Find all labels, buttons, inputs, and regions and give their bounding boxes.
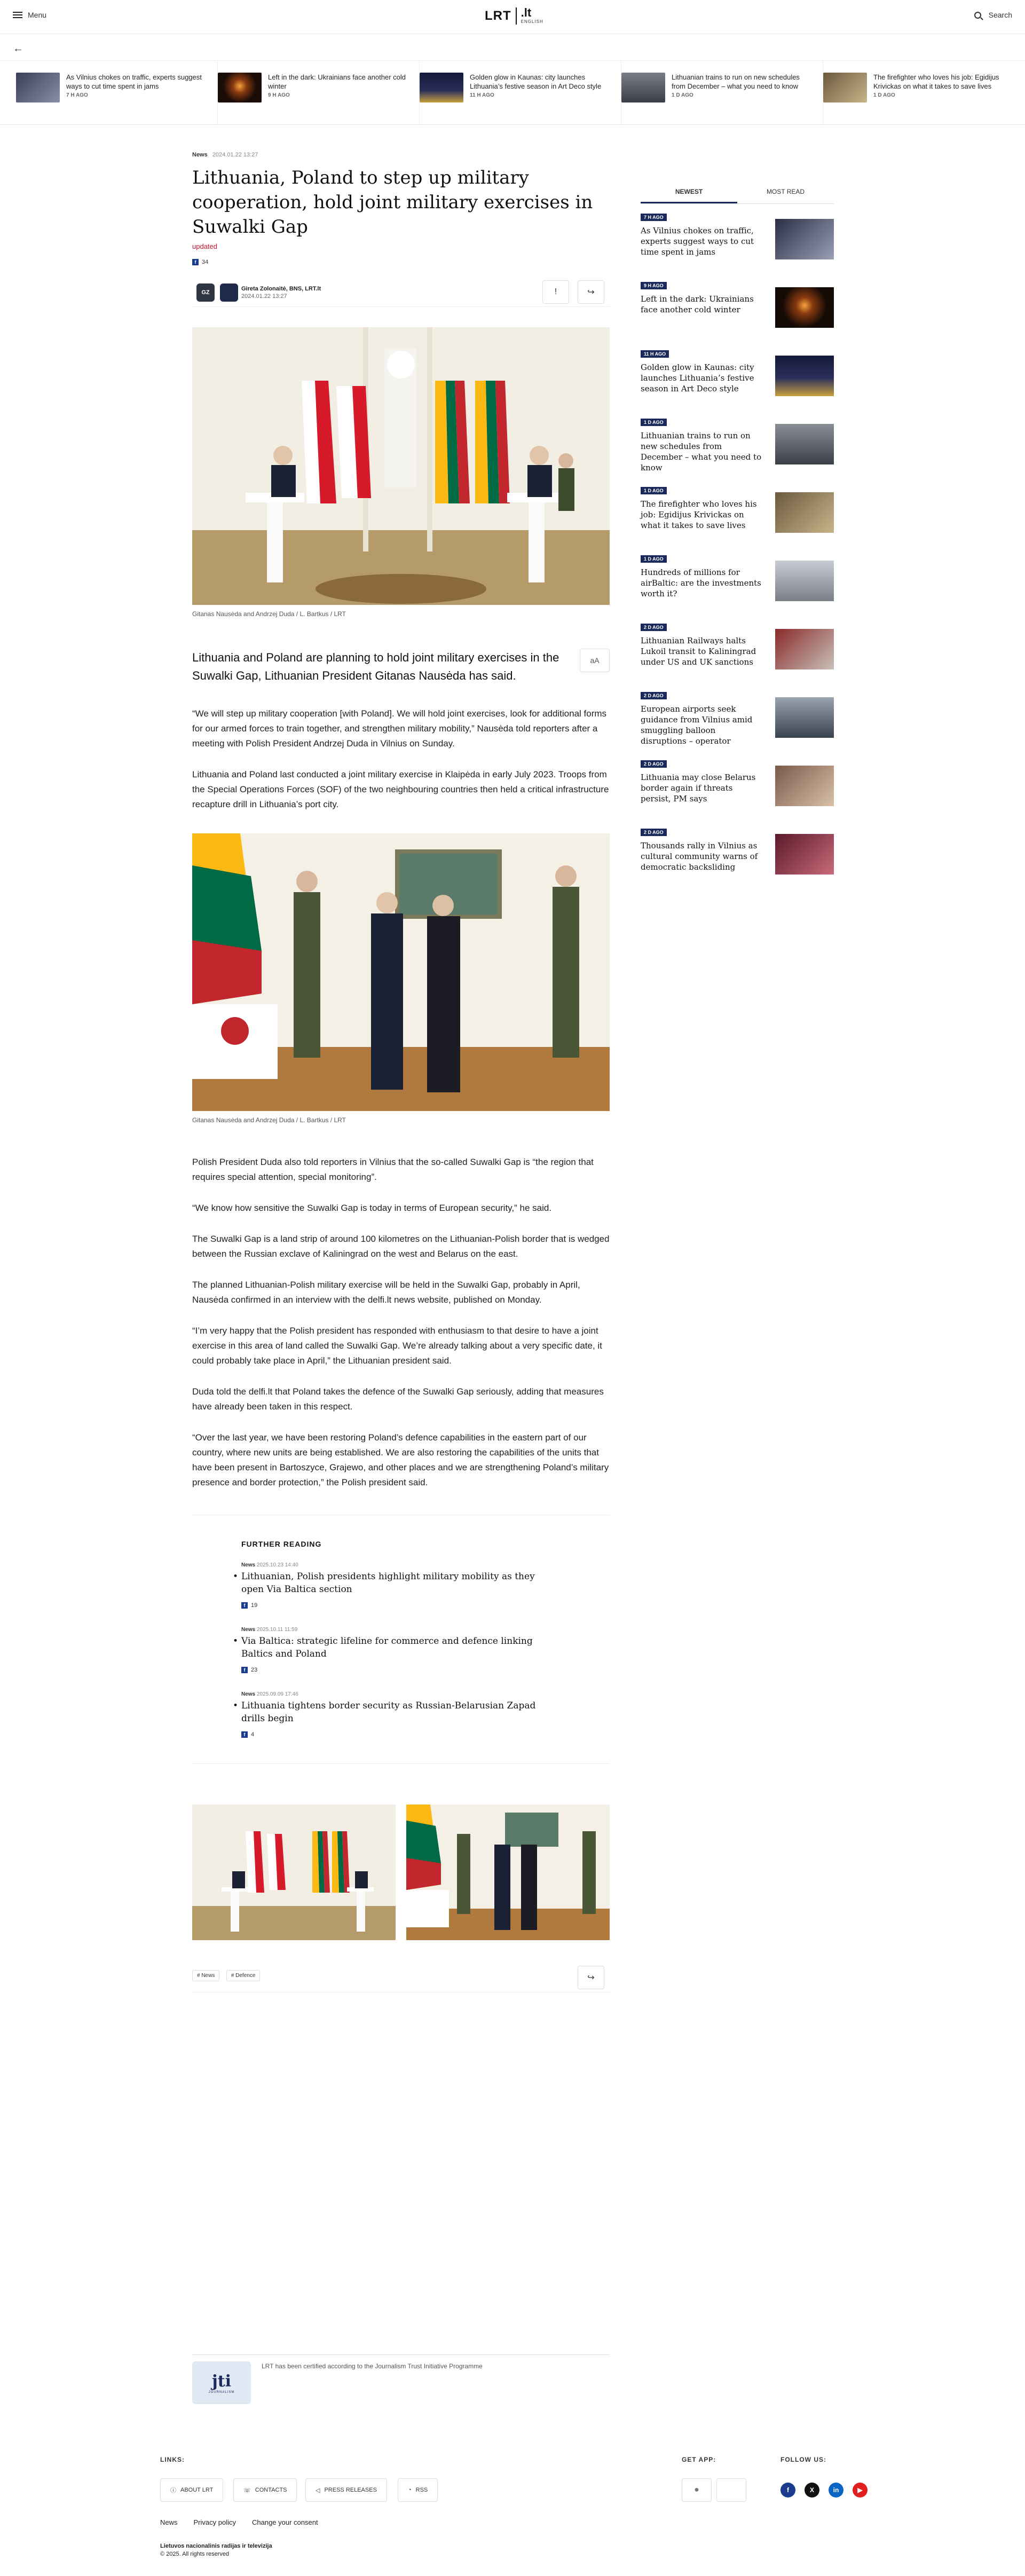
- news-time-badge: 2 D AGO: [641, 692, 667, 699]
- news-thumbnail[interactable]: [775, 356, 834, 396]
- menu-label: Menu: [28, 11, 47, 19]
- ticker-thumbnail: [420, 73, 463, 103]
- news-time-badge: 2 D AGO: [641, 760, 667, 768]
- tag-defence[interactable]: # Defence: [226, 1970, 261, 1981]
- ticker-time: 7 H AGO: [66, 92, 88, 98]
- article-title: Lithuania, Poland to step up military cooperation, hold joint military exercises in Suwalki Gap: [192, 167, 593, 238]
- tab-most-read[interactable]: MOST READ: [766, 188, 805, 195]
- news-time-badge: 2 D AGO: [641, 829, 667, 836]
- article-photo[interactable]: [192, 327, 610, 605]
- news-time-badge: 1 D AGO: [641, 555, 667, 563]
- copyright: [160, 2542, 272, 2558]
- tag-news[interactable]: # News: [192, 1970, 219, 1981]
- news-title[interactable]: Golden glow in Kaunas: city launches Lithuania’s festive season in Art Deco style: [641, 363, 754, 393]
- press-label: PRESS RELEASES: [324, 2487, 377, 2493]
- article-date: 2024.01.22 13:27: [212, 152, 258, 158]
- jti-logo-text: jti: [211, 2372, 232, 2391]
- facebook-count: 23: [251, 1667, 258, 1673]
- article: [192, 152, 610, 1992]
- sidebar-news-item[interactable]: [641, 819, 834, 887]
- article-paragraph: Lithuania and Poland last conducted a joint military exercise in Klaipėda in early July 2023. Troops from the Special Operations Forces (SOF) of the two neighbouring countries then held a critical infrastructure recapture drill in Lithuania’s port city.: [192, 769, 609, 809]
- gallery-photo[interactable]: [406, 1805, 610, 1940]
- further-reading: [192, 1515, 610, 1764]
- article-category[interactable]: News: [192, 152, 208, 158]
- news-time-badge: 1 D AGO: [641, 487, 667, 494]
- further-reading-heading: FURTHER READING: [241, 1540, 322, 1548]
- article-paragraph: The Suwalki Gap is a land strip of around 100 kilometres on the Lithuanian-Polish border that is wedged between the Russian exclave of Kaliningrad on the west and Belarus on the east.: [192, 1234, 610, 1259]
- article-paragraph: Polish President Duda also told reporters in Vilnius that the so-called Suwalki Gap is “the region that requires special attention, special monitoring”.: [192, 1157, 594, 1182]
- news-time-badge: 7 H AGO: [641, 214, 667, 221]
- sidebar-news-item[interactable]: [641, 272, 834, 341]
- about-label: ABOUT LRT: [180, 2487, 214, 2493]
- copyright-text: © 2025. All rights reserved: [160, 2551, 230, 2557]
- rss-icon: ◔: [408, 2487, 412, 2493]
- back-bar: [0, 34, 1025, 61]
- jti-text: LRT has been certified according to the Journalism Trust Initiative Programme: [262, 2362, 483, 2370]
- sidebar-tabs: [641, 178, 834, 204]
- ticker-title: Left in the dark: Ukrainians face another cold winter: [268, 73, 406, 90]
- ios-app-button[interactable]: [716, 2478, 746, 2502]
- sidebar-news-item[interactable]: [641, 614, 834, 682]
- top-bar: [0, 0, 1025, 34]
- sidebar-news-item[interactable]: [641, 682, 834, 751]
- facebook-icon: f: [192, 259, 199, 265]
- news-title[interactable]: European airports seek guidance from Vilnius amid smuggling balloon disruptions – operator: [641, 704, 753, 746]
- gallery-photo-guards: [406, 1805, 610, 1940]
- ticker-title: Lithuanian trains to run on new schedules from December – what you need to know: [672, 73, 800, 90]
- article-paragraph: “Over the last year, we have been restoring Poland’s defence capabilities in the eastern part of our country, where new units are being established. We are also restoring the capabilities of the units that have been present in Bartoszyce, Grajewo, and other places and we are strengthening Poland’s military presence and border protection,” the Polish president said.: [192, 1432, 609, 1487]
- ticker-thumbnail: [16, 73, 60, 103]
- rss-label: RSS: [415, 2487, 428, 2493]
- news-time-badge: 2 D AGO: [641, 624, 667, 631]
- fr-date: 2025.09.09 17:46: [256, 1691, 298, 1697]
- follow-us-label: FOLLOW US:: [780, 2456, 826, 2463]
- ticker-time: 1 D AGO: [672, 92, 693, 98]
- author-avatar: GZ: [196, 283, 215, 302]
- footer-links-label: LINKS:: [160, 2456, 185, 2463]
- gallery-photo-podiums: [192, 1805, 396, 1940]
- logo-lt: .lt: [521, 6, 532, 19]
- news-thumbnail[interactable]: [775, 766, 834, 806]
- ticker-item[interactable]: [420, 61, 621, 124]
- menu-icon: [13, 12, 22, 18]
- facebook-count: 34: [202, 259, 209, 265]
- sidebar-news-item[interactable]: [641, 751, 834, 819]
- ticker-title: As Vilnius chokes on traffic, experts suggest ways to cut time spent in jams: [66, 73, 202, 90]
- news-title[interactable]: Thousands rally in Vilnius as cultural community warns of democratic backsliding: [641, 841, 758, 872]
- photo-gallery: [192, 1805, 610, 1940]
- article-lead: Lithuania and Poland are planning to hold joint military exercises in the Suwalki Gap, Lithuanian President Gitanas Nausėda has said.: [192, 651, 559, 682]
- font-size-button[interactable]: [580, 649, 610, 672]
- jti-logo-sub: JOURNALISM: [208, 2390, 235, 2394]
- rss-button[interactable]: [398, 2478, 438, 2502]
- gallery-photo[interactable]: [192, 1805, 396, 1940]
- article-paragraph: “We know how sensitive the Suwalki Gap is today in terms of European security,” he said.: [192, 1203, 552, 1213]
- article-photo[interactable]: [192, 833, 610, 1111]
- sidebar-news-item[interactable]: [641, 341, 834, 409]
- news-thumbnail[interactable]: [775, 629, 834, 669]
- facebook-icon: f: [241, 1602, 248, 1609]
- news-thumbnail[interactable]: [775, 561, 834, 601]
- photo-caption: Gitanas Nausėda and Andrzej Duda / L. Bartkus / LRT: [192, 610, 346, 618]
- menu-button[interactable]: [13, 11, 46, 19]
- article-paragraph: “We will step up military cooperation [with Poland]. We will hold joint exercises, look for additional forms for our armed forces to train together, and strengthen military mobility,” Nausėda told reporters after a meeting with Polish President Andrzej Duda in Vilnius on Sunday.: [192, 708, 607, 749]
- facebook-count: 19: [251, 1602, 258, 1609]
- further-reading-item[interactable]: [241, 1562, 610, 1610]
- updated-label: updated: [192, 242, 217, 250]
- fr-category: News: [241, 1691, 256, 1697]
- sidebar: [641, 178, 834, 887]
- ticker-thumbnail: [621, 73, 665, 103]
- facebook-share[interactable]: [241, 1731, 254, 1738]
- search-icon: [974, 12, 981, 19]
- facebook-share[interactable]: [241, 1667, 257, 1673]
- news-title[interactable]: Lithuania may close Belarus border again if threats persist, PM says: [641, 773, 756, 803]
- fr-category: News: [241, 1562, 256, 1568]
- jti-logo[interactable]: [192, 2361, 251, 2404]
- back-arrow-icon[interactable]: ←: [13, 43, 23, 54]
- search-label: Search: [988, 11, 1012, 19]
- ticker-title: The firefighter who loves his job: Egidijus Krivickas on what it takes to save lives: [873, 73, 999, 90]
- footer-link-consent[interactable]: Change your consent: [251, 2518, 318, 2526]
- article-meta: [192, 152, 610, 158]
- youtube-icon[interactable]: ▶: [853, 2483, 868, 2498]
- sidebar-news-item[interactable]: [641, 409, 834, 477]
- footer-link-news[interactable]: News: [160, 2518, 178, 2526]
- further-reading-item[interactable]: [241, 1691, 610, 1739]
- footer-bottom-links: [160, 2518, 318, 2526]
- news-title[interactable]: Lithuanian Railways halts Lukoil transit to Kaliningrad under US and UK sanctions: [641, 636, 756, 667]
- fr-date: 2025.10.11 11:59: [256, 1627, 298, 1633]
- sidebar-news-item[interactable]: [641, 204, 834, 272]
- ticker-thumbnail: [218, 73, 262, 103]
- share-icon: ↪: [587, 288, 595, 297]
- news-title[interactable]: As Vilnius chokes on traffic, experts suggest ways to cut time spent in jams: [641, 226, 754, 257]
- fr-date: 2025.10.23 14:40: [256, 1562, 298, 1568]
- megaphone-icon: ◁: [316, 2487, 320, 2494]
- share-button[interactable]: [578, 1966, 604, 1989]
- facebook-icon[interactable]: f: [780, 2483, 795, 2498]
- search-button[interactable]: [974, 11, 1012, 19]
- sidebar-news-item[interactable]: [641, 477, 834, 546]
- linkedin-icon[interactable]: in: [829, 2483, 843, 2498]
- contacts-label: CONTACTS: [255, 2487, 287, 2493]
- news-thumbnail[interactable]: [775, 219, 834, 259]
- android-icon: ●: [694, 2485, 699, 2494]
- news-thumbnail[interactable]: [775, 424, 834, 464]
- author-date: 2024.01.22 13:27: [241, 293, 287, 300]
- logo-sub: ENGLISH: [521, 19, 543, 24]
- share-icon: ↪: [587, 1973, 595, 1982]
- author-row: [192, 280, 610, 307]
- further-reading-item[interactable]: [241, 1627, 610, 1674]
- info-icon: ⓘ: [170, 2487, 176, 2494]
- news-thumbnail[interactable]: [775, 492, 834, 533]
- news-title[interactable]: Hundreds of millions for airBaltic: are the investments worth it?: [641, 568, 761, 598]
- sidebar-news-item[interactable]: [641, 546, 834, 614]
- press-releases-button[interactable]: [305, 2478, 387, 2502]
- organization-name: Lietuvos nacionalinis radijas ir televizija: [160, 2543, 272, 2549]
- fr-title[interactable]: • Lithuania tightens border security as Russian-Belarusian Zapad drills begin: [241, 1699, 556, 1725]
- x-icon[interactable]: X: [805, 2483, 819, 2498]
- tags-row: [192, 1966, 610, 1992]
- fr-category: News: [241, 1627, 256, 1633]
- article-paragraph: The planned Lithuanian-Polish military exercise will be held in the Suwalki Gap, probably in April, Nausėda confirmed in an interview with the delfi.lt news website, published on Monday.: [192, 1280, 580, 1305]
- facebook-share[interactable]: [192, 259, 208, 265]
- facebook-share[interactable]: [241, 1602, 257, 1609]
- alert-icon: !: [554, 287, 557, 296]
- get-app-label: GET APP:: [682, 2456, 716, 2463]
- jti-certification: [192, 2354, 610, 2404]
- news-title[interactable]: Left in the dark: Ukrainians face another cold winter: [641, 294, 754, 314]
- ticker-time: 1 D AGO: [873, 92, 895, 98]
- ticker-item[interactable]: [621, 61, 823, 124]
- news-thumbnail[interactable]: [775, 287, 834, 328]
- footer-link-privacy[interactable]: Privacy policy: [193, 2518, 236, 2526]
- tab-newest[interactable]: NEWEST: [641, 178, 737, 203]
- fr-title[interactable]: • Via Baltica: strategic lifeline for commerce and defence linking Baltics and Poland: [241, 1635, 556, 1660]
- news-thumbnail[interactable]: [775, 834, 834, 875]
- news-title[interactable]: The firefighter who loves his job: Egidijus Krivickas on what it takes to save lives: [641, 499, 757, 530]
- news-thumbnail[interactable]: [775, 697, 834, 738]
- ticker-item[interactable]: [823, 61, 1025, 124]
- facebook-icon: f: [241, 1731, 248, 1738]
- phone-icon: ☏: [243, 2487, 251, 2494]
- ticker-time: 11 H AGO: [470, 92, 494, 98]
- font-size-label: aA: [590, 656, 600, 665]
- android-app-button[interactable]: [682, 2478, 712, 2502]
- photo-presidents-podiums: [192, 327, 610, 605]
- article-paragraph: “I’m very happy that the Polish president has responded with enthusiasm to that desire to have a joint exercise in this area of land called the Suwalki Gap. We’re already talking about a very specific date, it could probably take place in April,” the Lithuanian president said.: [192, 1326, 602, 1366]
- ticker-item[interactable]: [218, 61, 420, 124]
- logo-lrt: LRT: [485, 9, 511, 23]
- author-name[interactable]: Gireta Zolonaitė, BNS, LRT.lt: [241, 286, 321, 292]
- news-time-badge: 11 H AGO: [641, 350, 669, 358]
- photo-caption: Gitanas Nausėda and Andrzej Duda / L. Bartkus / LRT: [192, 1116, 346, 1124]
- news-time-badge: 9 H AGO: [641, 282, 667, 289]
- news-time-badge: 1 D AGO: [641, 419, 667, 426]
- about-lrt-button[interactable]: [160, 2478, 223, 2502]
- author-avatar-2: [220, 283, 238, 302]
- contacts-button[interactable]: [233, 2478, 297, 2502]
- facebook-count: 4: [251, 1731, 255, 1738]
- ticker-title: Golden glow in Kaunas: city launches Lithuania’s festive season in Art Deco style: [470, 73, 602, 90]
- ticker-thumbnail: [823, 73, 867, 103]
- news-ticker: [0, 61, 1025, 125]
- report-button[interactable]: [542, 280, 569, 304]
- article-paragraph: Duda told the delfi.lt that Poland takes the defence of the Suwalki Gap seriously, adding that measures have already been taken in this respect.: [192, 1387, 604, 1412]
- facebook-icon: f: [241, 1667, 248, 1673]
- fr-title[interactable]: • Lithuanian, Polish presidents highlight military mobility as they open Via Baltica section: [241, 1570, 556, 1596]
- photo-presidents-guards: [192, 833, 610, 1111]
- ticker-item[interactable]: [16, 61, 218, 124]
- news-title[interactable]: Lithuanian trains to run on new schedules from December – what you need to know: [641, 431, 762, 472]
- ticker-time: 9 H AGO: [268, 92, 290, 98]
- share-button[interactable]: [578, 280, 604, 304]
- site-logo[interactable]: [485, 7, 543, 25]
